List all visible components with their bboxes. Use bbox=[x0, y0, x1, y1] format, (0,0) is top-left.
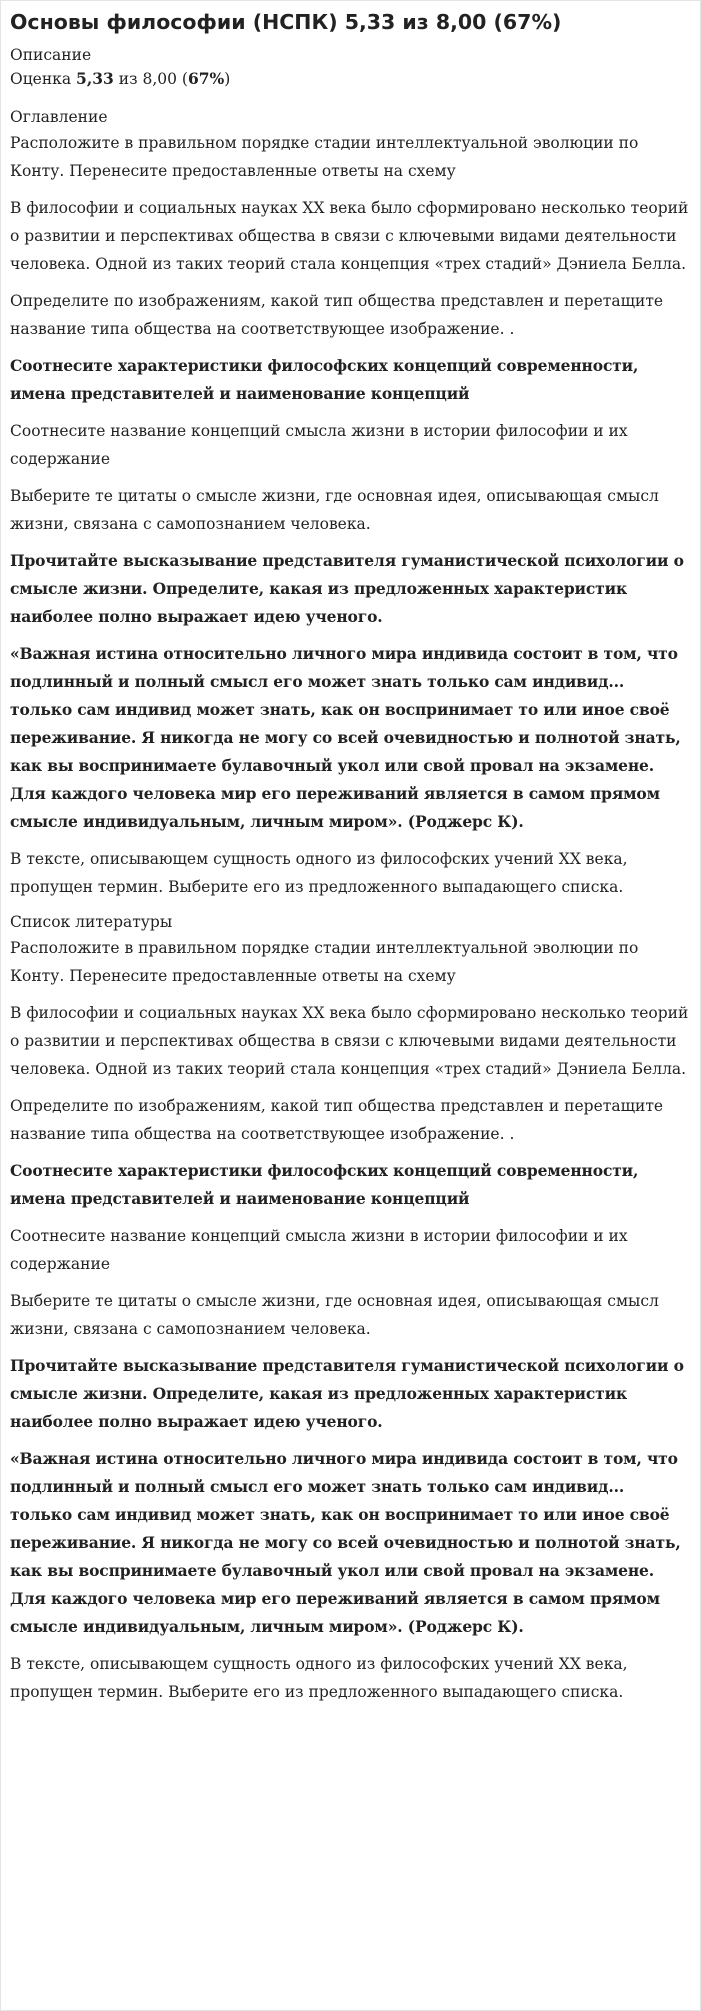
list-item: В тексте, описывающем сущность одного из философских учений XX века, пропущен термин. Выберите его из предложенного выпадающего списка. bbox=[10, 1655, 628, 1701]
list-item: Прочитайте высказывание представителя гуманистической психологии о смысле жизни. Определите, какая из предложенных характеристик наиболее полно выражает идею ученого. bbox=[10, 551, 684, 626]
list-item: «Важная истина относительно личного мира индивида состоит в том, что подлинный и полный смысл его может знать только сам индивид... только сам индивид может знать, как он воспринимает то или иное своё переживание. Я никогда не могу со всей очевидностью и полнотой знать, как вы воспринимаете булавочный укол или свой провал на экзамене. Для каждого человека мир его переживаний является в самом прямом смысле индивидуальным, личным миром». (Роджерс К). bbox=[10, 1449, 681, 1636]
list-item: Выберите те цитаты о смысле жизни, где основная идея, описывающая смысл жизни, связана с самопознанием человека. bbox=[10, 1292, 659, 1338]
grade-label: Оценка bbox=[10, 70, 72, 88]
list-item: Соотнесите название концепций смысла жизни в истории философии и их содержание bbox=[10, 1227, 628, 1273]
list-item: В философии и социальных науках XX века было сформировано несколько теорий о развитии и перспективах общества в связи с ключевыми видами деятельности человека. Одной из таких теорий стала концепция «трех стадий» Дэниела Белла. bbox=[10, 1004, 689, 1078]
section-heading: Оглавление bbox=[10, 108, 108, 126]
list-item: «Важная истина относительно личного мира индивида состоит в том, что подлинный и полный смысл его может знать только сам индивид... только сам индивид может знать, как он воспринимает то или иное своё переживание. Я никогда не могу со всей очевидностью и полнотой знать, как вы воспринимаете булавочный укол или свой провал на экзамене. Для каждого человека мир его переживаний является в самом прямом смысле индивидуальным, личным миром». (Роджерс К). bbox=[10, 644, 681, 831]
list-item: Выберите те цитаты о смысле жизни, где основная идея, описывающая смысл жизни, связана с самопознанием человека. bbox=[10, 487, 659, 533]
list-item: Соотнесите название концепций смысла жизни в истории философии и их содержание bbox=[10, 422, 628, 468]
list-item: Прочитайте высказывание представителя гуманистической психологии о смысле жизни. Определите, какая из предложенных характеристик наиболее полно выражает идею ученого. bbox=[10, 1356, 684, 1431]
list-item: Определите по изображениям, какой тип общества представлен и перетащите название типа общества на соответствующее изображение. . bbox=[10, 1097, 664, 1143]
list-item: Соотнесите характеристики философских концепций современности, имена представителей и наименование концепций bbox=[10, 1161, 639, 1208]
grade-line bbox=[10, 67, 690, 91]
grade-of: из 8,00 bbox=[118, 70, 177, 88]
section-contents bbox=[10, 105, 690, 901]
list-item: Соотнесите характеристики философских концепций современности, имена представителей и наименование концепций bbox=[10, 356, 639, 403]
section-bibliography bbox=[10, 910, 690, 1706]
list-item: Определите по изображениям, какой тип общества представлен и перетащите название типа общества на соответствующее изображение. . bbox=[10, 292, 664, 338]
page-title: Основы философии (НСПК) 5,33 из 8,00 (67%) bbox=[10, 10, 562, 34]
section-heading: Список литературы bbox=[10, 913, 173, 931]
list-item: В философии и социальных науках XX века было сформировано несколько теорий о развитии и перспективах общества в связи с ключевыми видами деятельности человека. Одной из таких теорий стала концепция «трех стадий» Дэниела Белла. bbox=[10, 199, 689, 273]
grade-percent-open: ( bbox=[181, 70, 188, 88]
grade-percent-close: ) bbox=[224, 70, 231, 88]
grade-score: 5,33 bbox=[76, 69, 114, 88]
grade-percent: 67% bbox=[187, 69, 225, 88]
list-item: Расположите в правильном порядке стадии интеллектуальной эволюции по Конту. Перенесите предоставленные ответы на схему bbox=[10, 939, 639, 985]
description-label: Описание bbox=[10, 46, 92, 64]
list-item: Расположите в правильном порядке стадии интеллектуальной эволюции по Конту. Перенесите предоставленные ответы на схему bbox=[10, 134, 639, 180]
list-item: В тексте, описывающем сущность одного из философских учений XX века, пропущен термин. Выберите его из предложенного выпадающего списка. bbox=[10, 850, 628, 896]
